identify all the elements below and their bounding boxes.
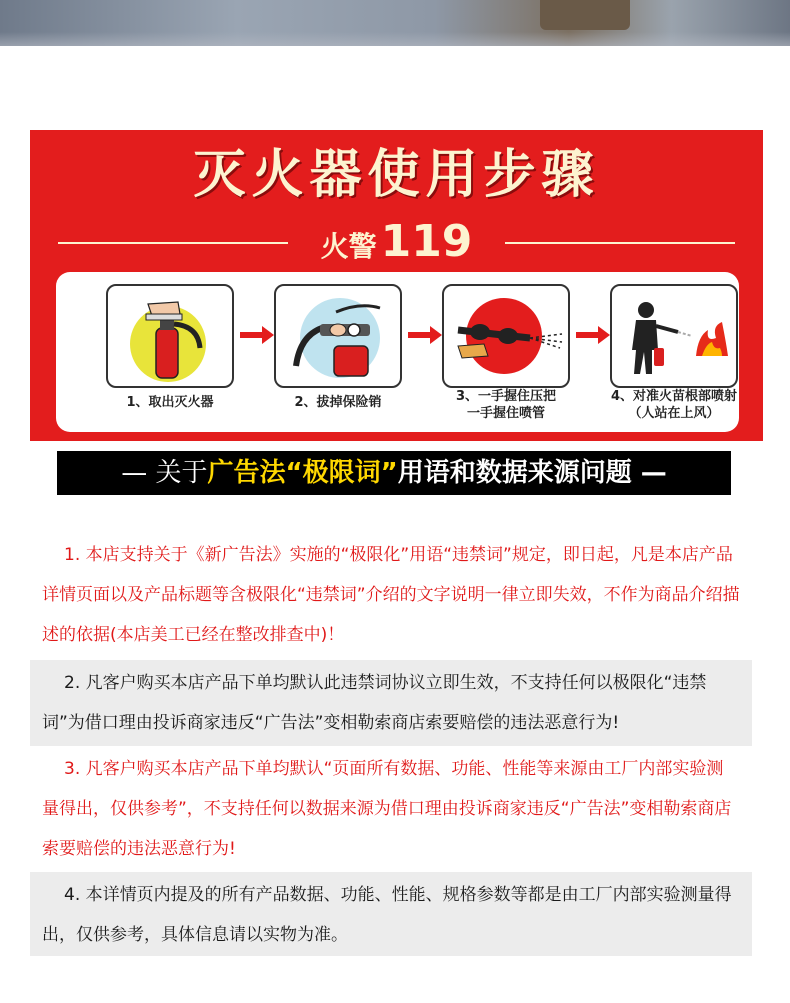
step-1-label: 1、取出灭火器 (126, 395, 214, 410)
hotline-label: 火警 (320, 230, 377, 263)
step-2-label: 2、拔掉保险销 (294, 395, 382, 410)
steps-panel (56, 272, 739, 432)
step-4-label: 4、对准火苗根部喷射 （人站在上风） (610, 389, 738, 421)
step-1-card (106, 284, 234, 388)
photo-object (540, 0, 630, 30)
notice-paragraph-4: 4. 本详情页内提及的所有产品数据、功能、性能、规格参数等都是由工厂内部实验测量得出，仅供参考，具体信息请以实物为准。 (30, 872, 752, 956)
banner-title: 灭火器使用步骤 (193, 145, 600, 205)
notice-highlight: 广告法“极限词” (207, 458, 398, 488)
fire-extinguisher-banner (30, 130, 763, 441)
notice-paragraph-1: 1. 本店支持关于《新广告法》实施的“极限化”用语“违禁词”规定，即日起，凡是本店产品详情页面以及产品标题等含极限化“违禁词”介绍的文字说明一律立即失效，不作为商品介绍描述的依据(本店美工已经在整改排查中)！ (30, 532, 752, 660)
arrow-right-icon (408, 326, 442, 344)
top-photo-strip (0, 0, 790, 46)
spray-fire-icon (612, 286, 736, 386)
hotline-row (30, 218, 763, 266)
pull-pin-icon (276, 286, 400, 386)
notice-paragraph-3: 3. 凡客户购买本店产品下单均默认“页面所有数据、功能、性能等来源由工厂内部实验测量得出，仅供参考”，不支持任何以数据来源为借口理由投诉商家违反“广告法”变相勒索商店索要赔偿的违法恶意行为! (30, 746, 752, 872)
grip-nozzle-icon (444, 286, 568, 386)
hotline-number: 119 (380, 216, 473, 267)
extinguisher-hand-icon (108, 286, 232, 386)
step-2-card (274, 284, 402, 388)
notice-paragraph-2: 2. 凡客户购买本店产品下单均默认此违禁词协议立即生效，不支持任何以极限化“违禁词”为借口理由投诉商家违反“广告法”变相勒索商店索要赔偿的违法恶意行为! (30, 660, 752, 746)
step-4-card (610, 284, 738, 388)
arrow-right-icon (240, 326, 274, 344)
notice-suffix: 用语和数据来源问题 — (397, 458, 667, 488)
step-3-label: 3、一手握住压把 一手握住喷管 (455, 389, 557, 421)
arrow-right-icon (576, 326, 610, 344)
notice-title-bar (57, 451, 731, 495)
notice-prefix: — 关于 (121, 458, 208, 488)
step-3-card (442, 284, 570, 388)
